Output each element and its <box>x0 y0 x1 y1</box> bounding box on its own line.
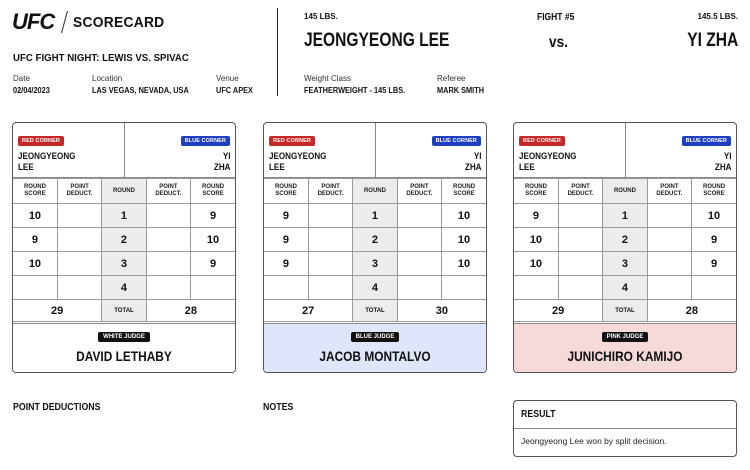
blue-fighter-first-name: YI <box>473 151 481 162</box>
total-row <box>13 300 235 322</box>
scorecard-title: SCORECARD <box>73 13 165 31</box>
header-divider <box>277 8 278 96</box>
red-round-score: 9 <box>264 204 308 228</box>
red-point-deduction <box>558 276 602 300</box>
red-fighter-last-name: LEE <box>18 162 34 173</box>
red-corner-badge: RED CORNER <box>519 136 565 146</box>
round-number: 4 <box>353 276 397 300</box>
red-point-deduction <box>57 276 101 300</box>
point-deduct-header: POINT DEDUCT. <box>397 179 441 204</box>
judge-scorecard <box>12 122 236 373</box>
red-fighter-first-name: JEONGYEONG <box>519 151 577 162</box>
red-corner <box>514 123 626 177</box>
judge-footer <box>514 323 736 372</box>
red-point-deduction <box>57 228 101 252</box>
total-label: TOTAL <box>603 300 647 322</box>
red-round-score: 9 <box>264 228 308 252</box>
round-score-header: ROUND SCORE <box>264 179 308 204</box>
blue-point-deduction <box>647 228 691 252</box>
referee-label: Referee <box>437 74 466 83</box>
blue-total: 28 <box>146 300 235 322</box>
round-row <box>514 228 736 252</box>
round-row <box>13 204 235 228</box>
blue-round-score: 9 <box>191 204 235 228</box>
fighter2-weight: 145.5 LBS. <box>697 12 738 21</box>
blue-total: 30 <box>397 300 486 322</box>
red-round-score: 9 <box>13 228 57 252</box>
red-point-deduction <box>308 252 352 276</box>
point-deduct-header: POINT DEDUCT. <box>647 179 691 204</box>
judge-name: JUNICHIRO KAMIJO <box>567 348 683 364</box>
red-round-score <box>514 276 558 300</box>
score-table <box>13 178 235 322</box>
round-number: 4 <box>603 276 647 300</box>
round-number: 1 <box>102 204 146 228</box>
red-fighter-first-name: JEONGYEONG <box>18 151 76 162</box>
round-number: 1 <box>603 204 647 228</box>
result-box <box>513 400 737 457</box>
red-fighter-last-name: LEE <box>519 162 535 173</box>
versus-label: vs. <box>549 34 568 51</box>
venue-label: Venue <box>216 74 239 83</box>
logo-separator <box>61 11 68 33</box>
red-round-score <box>13 276 57 300</box>
blue-corner <box>125 123 236 177</box>
round-row <box>13 252 235 276</box>
round-row <box>264 252 486 276</box>
corner-header <box>514 123 736 178</box>
round-score-header: ROUND SCORE <box>692 179 736 204</box>
judge-badge: PINK JUDGE <box>602 332 649 342</box>
blue-round-score <box>191 276 235 300</box>
round-row <box>13 276 235 300</box>
score-table <box>514 178 736 322</box>
judge-name: DAVID LETHABY <box>76 348 172 364</box>
red-point-deduction <box>558 204 602 228</box>
total-label: TOTAL <box>102 300 146 322</box>
venue-value: UFC APEX <box>216 86 253 95</box>
corner-header <box>13 123 235 178</box>
total-row <box>514 300 736 322</box>
point-deduct-header: POINT DEDUCT. <box>558 179 602 204</box>
fight-number: FIGHT #5 <box>537 12 575 23</box>
location-value: LAS VEGAS, NEVADA, USA <box>92 86 189 95</box>
notes-label: NOTES <box>263 402 294 413</box>
blue-point-deduction <box>397 276 441 300</box>
round-number: 2 <box>102 228 146 252</box>
score-table <box>264 178 486 322</box>
weight-class-value: FEATHERWEIGHT - 145 LBS. <box>304 86 406 95</box>
score-table-header <box>13 179 235 204</box>
blue-round-score: 10 <box>442 252 486 276</box>
red-point-deduction <box>308 228 352 252</box>
red-total: 29 <box>514 300 603 322</box>
judge-badge: WHITE JUDGE <box>98 332 150 342</box>
red-fighter-last-name: LEE <box>269 162 285 173</box>
red-round-score: 9 <box>264 252 308 276</box>
red-fighter-first-name: JEONGYEONG <box>269 151 327 162</box>
red-point-deduction <box>558 252 602 276</box>
result-text: Jeongyeong Lee won by split decision. <box>521 436 667 446</box>
score-table-header <box>264 179 486 204</box>
referee-value: MARK SMITH <box>437 86 485 95</box>
blue-point-deduction <box>397 228 441 252</box>
judge-scorecard <box>513 122 737 373</box>
red-total: 27 <box>264 300 353 322</box>
red-round-score: 9 <box>514 204 558 228</box>
blue-round-score: 9 <box>191 252 235 276</box>
round-row <box>264 204 486 228</box>
ufc-scorecard-logo <box>12 9 173 35</box>
round-number: 1 <box>353 204 397 228</box>
red-round-score: 10 <box>514 252 558 276</box>
red-point-deduction <box>308 276 352 300</box>
blue-point-deduction <box>146 252 190 276</box>
round-row <box>13 228 235 252</box>
fighter1-name: JEONGYEONG LEE <box>304 30 450 51</box>
round-number: 3 <box>603 252 647 276</box>
blue-fighter-first-name: YI <box>222 151 230 162</box>
weight-class-label: Weight Class <box>304 74 351 83</box>
round-row <box>264 276 486 300</box>
event-title: UFC FIGHT NIGHT: LEWIS VS. SPIVAC <box>13 52 189 64</box>
location-label: Location <box>92 74 123 83</box>
blue-corner <box>626 123 737 177</box>
red-corner <box>13 123 125 177</box>
date-value: 02/04/2023 <box>13 86 50 95</box>
round-row <box>514 204 736 228</box>
round-header: ROUND <box>603 179 647 204</box>
red-total: 29 <box>13 300 102 322</box>
blue-fighter-first-name: YI <box>723 151 731 162</box>
blue-round-score <box>442 276 486 300</box>
fighter1-weight: 145 LBS. <box>304 12 338 21</box>
round-score-header: ROUND SCORE <box>191 179 235 204</box>
blue-fighter-last-name: ZHA <box>213 162 230 173</box>
blue-corner <box>376 123 487 177</box>
judge-badge: BLUE JUDGE <box>351 332 400 342</box>
round-score-header: ROUND SCORE <box>514 179 558 204</box>
round-number: 4 <box>102 276 146 300</box>
result-divider <box>514 428 736 429</box>
blue-round-score: 10 <box>191 228 235 252</box>
red-corner-badge: RED CORNER <box>269 136 315 146</box>
blue-round-score: 9 <box>692 228 736 252</box>
blue-fighter-last-name: ZHA <box>714 162 731 173</box>
total-label: TOTAL <box>353 300 397 322</box>
judge-name: JACOB MONTALVO <box>319 348 431 364</box>
blue-round-score <box>692 276 736 300</box>
blue-total: 28 <box>647 300 736 322</box>
blue-corner-badge: BLUE CORNER <box>181 136 230 146</box>
red-round-score: 10 <box>13 252 57 276</box>
blue-point-deduction <box>397 252 441 276</box>
red-round-score <box>264 276 308 300</box>
round-header: ROUND <box>102 179 146 204</box>
point-deduct-header: POINT DEDUCT. <box>57 179 101 204</box>
round-number: 3 <box>102 252 146 276</box>
ufc-logo-text: UFC <box>12 9 55 34</box>
judge-scorecard <box>263 122 487 373</box>
blue-point-deduction <box>397 204 441 228</box>
blue-round-score: 10 <box>692 204 736 228</box>
blue-point-deduction <box>146 276 190 300</box>
round-row <box>514 276 736 300</box>
blue-round-score: 10 <box>442 228 486 252</box>
blue-point-deduction <box>647 204 691 228</box>
blue-point-deduction <box>647 276 691 300</box>
point-deductions-label: POINT DEDUCTIONS <box>13 402 101 413</box>
corner-header <box>264 123 486 178</box>
judge-footer <box>264 323 486 372</box>
red-point-deduction <box>57 204 101 228</box>
point-deduct-header: POINT DEDUCT. <box>308 179 352 204</box>
blue-corner-badge: BLUE CORNER <box>432 136 481 146</box>
blue-point-deduction <box>146 204 190 228</box>
date-label: Date <box>13 74 30 83</box>
red-corner-badge: RED CORNER <box>18 136 64 146</box>
total-row <box>264 300 486 322</box>
round-row <box>264 228 486 252</box>
round-header: ROUND <box>353 179 397 204</box>
red-round-score: 10 <box>514 228 558 252</box>
blue-round-score: 9 <box>692 252 736 276</box>
round-score-header: ROUND SCORE <box>442 179 486 204</box>
round-score-header: ROUND SCORE <box>13 179 57 204</box>
round-number: 2 <box>353 228 397 252</box>
blue-fighter-last-name: ZHA <box>464 162 481 173</box>
red-point-deduction <box>308 204 352 228</box>
fighter2-name: YI ZHA <box>686 30 738 51</box>
score-table-header <box>514 179 736 204</box>
round-number: 3 <box>353 252 397 276</box>
red-round-score: 10 <box>13 204 57 228</box>
judge-footer <box>13 323 235 372</box>
point-deduct-header: POINT DEDUCT. <box>146 179 190 204</box>
blue-corner-badge: BLUE CORNER <box>682 136 731 146</box>
red-point-deduction <box>57 252 101 276</box>
blue-point-deduction <box>647 252 691 276</box>
blue-round-score: 10 <box>442 204 486 228</box>
red-point-deduction <box>558 228 602 252</box>
blue-point-deduction <box>146 228 190 252</box>
result-label: RESULT <box>521 409 556 420</box>
round-number: 2 <box>603 228 647 252</box>
round-row <box>514 252 736 276</box>
red-corner <box>264 123 376 177</box>
